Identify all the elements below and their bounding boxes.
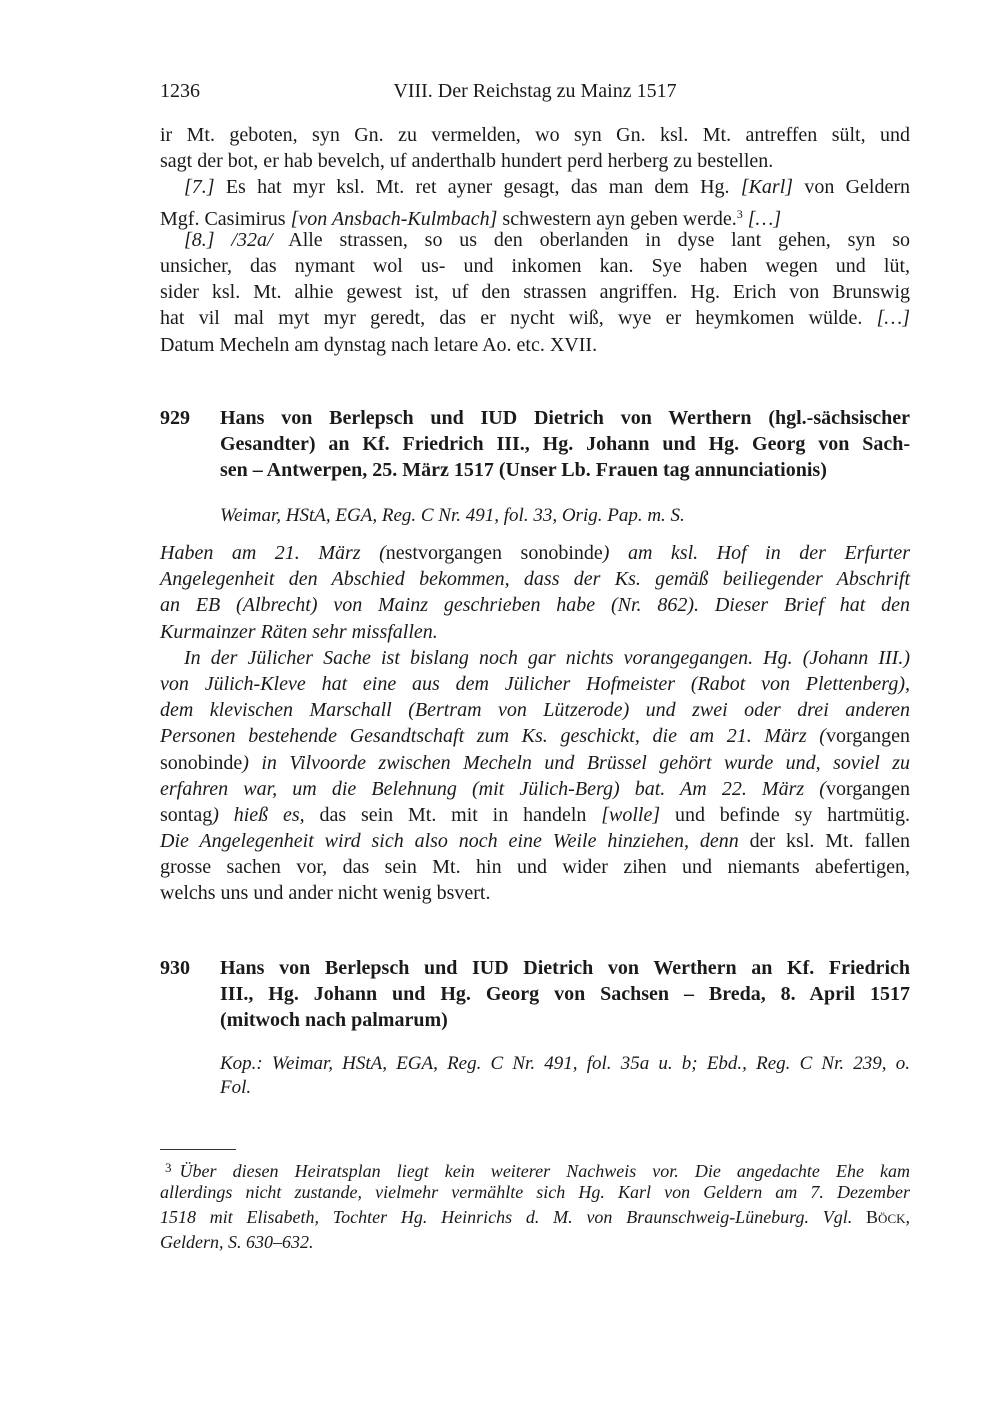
text-span: sonobinde <box>160 751 243 774</box>
title-line: (mitwoch nach palmarum) <box>220 1009 448 1031</box>
text-span: Böck <box>866 1207 906 1227</box>
text-span: ) in Vilvoorde zwischen Mecheln und Brüssel gehört wurde und, soviel zu <box>242 751 910 774</box>
text-span: dem klevischen Marschall (Bertram von Lützerode) und zwei oder drei anderen <box>160 699 910 722</box>
text-span: allerdings nicht zustande, vielmehr vermählte sich Hg. Karl von Geldern am 7. Dezember <box>160 1182 910 1202</box>
text-span: 1518 mit Elisabeth, Tochter Hg. Heinrichs d. M. von Braunschweig-Lüneburg. Vgl. <box>160 1207 867 1227</box>
text-span: [8.] /32a/ <box>184 228 273 251</box>
text-span: , <box>905 1207 910 1227</box>
text-span: Alle strassen, so us den oberlanden in dyse lant gehen, syn so <box>272 228 910 251</box>
source-line: Fol. <box>220 1077 252 1098</box>
text-span: Angelegenheit den Abschied bekommen, dass der Ks. gemäß beiliegender Abschrift <box>160 568 910 591</box>
text-line <box>160 592 910 618</box>
text-line <box>160 750 910 776</box>
text-line <box>160 1180 910 1205</box>
text-line <box>160 122 910 148</box>
text-line <box>160 854 910 880</box>
text-span: [7.] <box>184 176 215 199</box>
text-line <box>160 1230 910 1255</box>
text-span: [wolle] <box>601 803 661 826</box>
text-line <box>160 802 910 828</box>
text-span: von Jülich-Kleve hat eine aus dem Jülicher Hofmeister (Rabot von Plettenberg), <box>160 672 910 695</box>
text-line <box>160 671 910 697</box>
text-line <box>160 697 910 723</box>
text-span: sagt der bot, er hab bevelch, uf anderthalb hundert perd herberg zu bestellen. <box>160 150 774 173</box>
text-span: grosse sachen vor, das sein Mt. hin und wider zihen und niemants abefertigen, <box>160 856 910 879</box>
text-line <box>160 174 910 200</box>
entry-930-heading <box>160 955 910 1033</box>
source-line: Kop.: Weimar, HStA, EGA, Reg. C Nr. 491, fol. 35a u. b; Ebd., Reg. C Nr. 239, o. <box>220 1053 910 1074</box>
text-span: Personen bestehende Gesandtschaft zum Ks. geschickt, die am 21. März ( <box>160 725 826 748</box>
text-line <box>160 253 910 279</box>
text-line <box>160 1205 910 1230</box>
source-line: Weimar, HStA, EGA, Reg. C Nr. 491, fol. 33, Orig. Pap. m. S. <box>220 505 685 526</box>
footnote-divider <box>160 1149 236 1150</box>
title-line: Hans von Berlepsch und IUD Dietrich von Werthern (hgl.-sächsischer <box>220 407 910 429</box>
text-span: [Karl] <box>740 176 794 199</box>
text-span: Datum Mecheln am dynstag nach letare Ao. etc. XVII. <box>160 333 598 356</box>
text-span: an EB (Albrecht) von Mainz geschrieben habe (Nr. 862). Dieser Brief hat den <box>160 594 910 617</box>
page-number: 1236 <box>160 80 200 102</box>
entry-929-source <box>220 504 910 528</box>
text-span: vorgangen <box>825 725 910 748</box>
text-span: […] <box>742 207 782 230</box>
entry-number: 930 <box>160 957 190 979</box>
text-span: nestvorgangen sonobinde <box>385 542 603 564</box>
title-line: Gesandter) an Kf. Friedrich III., Hg. Johann und Hg. Georg von Sach- <box>220 433 910 455</box>
text-span: welchs uns und ander nicht wenig bsvert. <box>160 882 491 905</box>
text-span: hat vil mal myt myr geredt, das er nycht wiß, wye er heymkomen wülde. <box>160 307 877 330</box>
text-span: von Geldern <box>793 176 910 199</box>
text-span: Geldern, S. 630–632. <box>160 1232 314 1252</box>
text-line <box>160 279 910 305</box>
text-line <box>160 723 910 749</box>
text-line <box>160 880 910 906</box>
text-span: Die Angelegenheit wird sich also noch eine Weile hinziehen, denn <box>160 830 739 853</box>
text-line <box>160 332 910 358</box>
text-span: In der Jülicher Sache ist bislang noch gar nichts vorangegangen. Hg. (Johann III.) <box>184 646 910 669</box>
text-span: Kurmainzer Räten sehr missfallen. <box>160 620 438 643</box>
text-span: Über diesen Heiratsplan liegt kein weiterer Nachweis vor. Die angedachte Ehe kam <box>179 1161 910 1181</box>
text-line <box>160 566 910 592</box>
continuation-text <box>160 122 910 358</box>
text-span: sider ksl. Mt. alhie gewest ist, uf den strassen angriffen. Hg. Erich von Brunswig <box>160 281 910 304</box>
text-span: vorgangen <box>825 777 910 800</box>
text-line <box>160 540 910 566</box>
entry-number: 929 <box>160 407 190 429</box>
text-line <box>160 645 910 671</box>
text-line <box>160 1155 910 1180</box>
text-span: und befinde sy hartmütig. <box>660 803 910 826</box>
text-span: erfahren war, um die Belehnung (mit Jülich-Berg) bat. Am 22. März ( <box>160 777 826 800</box>
text-line <box>160 305 910 331</box>
entry-929-body <box>160 540 910 907</box>
text-line <box>160 227 910 253</box>
text-span: Es hat myr ksl. Mt. ret ayner gesagt, das man dem Hg. <box>214 176 741 199</box>
text-span: 3 <box>736 206 743 221</box>
text-line <box>160 776 910 802</box>
text-span: Mgf. Casimirus <box>160 207 291 230</box>
text-span: ) am ksl. Hof in der Erfurter <box>602 542 910 564</box>
text-span: ir Mt. geboten, syn Gn. zu vermelden, wo syn Gn. ksl. Mt. antreffen sült, und <box>160 124 910 146</box>
text-span: […] <box>876 307 910 330</box>
text-line <box>160 619 910 645</box>
entry-930-source <box>220 1052 910 1100</box>
text-line <box>160 148 910 174</box>
footnote-number: 3 <box>165 1160 172 1175</box>
text-span: [von Ansbach-Kulmbach] <box>290 207 498 230</box>
running-title: VIII. Der Reichstag zu Mainz 1517 <box>393 80 677 102</box>
text-span: der ksl. Mt. fallen <box>738 830 910 853</box>
text-span: das sein Mt. mit in handeln <box>304 803 602 826</box>
title-line: Hans von Berlepsch und IUD Dietrich von Werthern an Kf. Friedrich <box>220 957 910 979</box>
footnote <box>160 1155 910 1255</box>
text-span: schwestern ayn geben werde. <box>497 207 737 230</box>
page-header <box>160 80 910 106</box>
text-span: ) hieß es, <box>212 803 305 826</box>
text-span: sontag <box>160 803 213 826</box>
title-line: sen – Antwerpen, 25. März 1517 (Unser Lb. Frauen tag annunciationis) <box>220 459 827 481</box>
text-span: unsicher, das nymant wol us- und inkomen kan. Sye haben wegen und lüt, <box>160 254 910 277</box>
entry-929-heading <box>160 405 910 483</box>
text-line <box>160 828 910 854</box>
text-line <box>160 201 910 230</box>
title-line: III., Hg. Johann und Hg. Georg von Sachsen – Breda, 8. April 1517 <box>220 983 910 1005</box>
text-span: Haben am 21. März ( <box>160 542 386 564</box>
